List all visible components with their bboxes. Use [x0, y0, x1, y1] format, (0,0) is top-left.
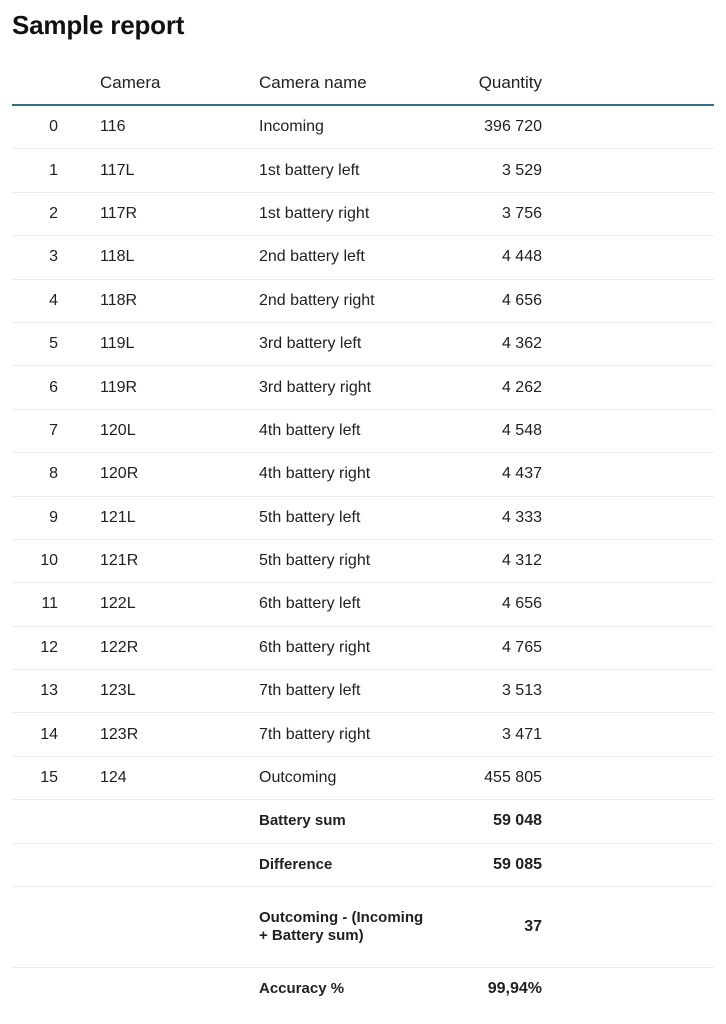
- row-spacer: [542, 105, 714, 149]
- row-camera-name: 3rd battery right: [259, 366, 429, 409]
- table-row: [12, 279, 714, 322]
- row-spacer: [542, 670, 714, 713]
- summary-value: 99,94%: [429, 968, 542, 1011]
- row-quantity: 4 656: [429, 583, 542, 626]
- summary-row-outcoming-minus: [12, 887, 714, 968]
- row-spacer: [542, 149, 714, 192]
- row-camera-name: 4th battery left: [259, 409, 429, 452]
- row-quantity: 4 437: [429, 453, 542, 496]
- row-quantity: 4 448: [429, 236, 542, 279]
- row-camera: 119R: [100, 366, 259, 409]
- table-row: [12, 322, 714, 365]
- row-camera: 117L: [100, 149, 259, 192]
- table-row: [12, 626, 714, 669]
- row-quantity: 3 471: [429, 713, 542, 756]
- row-quantity: 3 529: [429, 149, 542, 192]
- row-spacer: [542, 756, 714, 799]
- page-title: Sample report: [12, 10, 185, 40]
- table-row: [12, 149, 714, 192]
- row-camera: 121R: [100, 539, 259, 582]
- row-camera: 119L: [100, 322, 259, 365]
- row-spacer: [542, 453, 714, 496]
- row-spacer: [542, 626, 714, 669]
- row-spacer: [542, 322, 714, 365]
- row-camera: 122L: [100, 583, 259, 626]
- row-spacer: [542, 236, 714, 279]
- row-quantity: 4 312: [429, 539, 542, 582]
- row-index: 4: [12, 279, 100, 322]
- row-camera-name: 1st battery left: [259, 149, 429, 192]
- row-index: 9: [12, 496, 100, 539]
- row-camera-name: 6th battery left: [259, 583, 429, 626]
- row-index: 14: [12, 713, 100, 756]
- row-camera-name: 7th battery left: [259, 670, 429, 713]
- row-camera: 120L: [100, 409, 259, 452]
- row-quantity: 4 333: [429, 496, 542, 539]
- row-quantity: 4 765: [429, 626, 542, 669]
- row-index: 7: [12, 409, 100, 452]
- row-camera: 118R: [100, 279, 259, 322]
- row-spacer: [542, 539, 714, 582]
- row-spacer: [542, 713, 714, 756]
- row-index: 15: [12, 756, 100, 799]
- table-row: [12, 496, 714, 539]
- summary-row-battery-sum: [12, 800, 714, 843]
- summary-value: 37: [429, 887, 542, 968]
- row-quantity: 4 656: [429, 279, 542, 322]
- row-index: 5: [12, 322, 100, 365]
- row-index: 13: [12, 670, 100, 713]
- row-camera-name: Outcoming: [259, 756, 429, 799]
- table-row: [12, 105, 714, 149]
- row-spacer: [542, 496, 714, 539]
- row-camera: 124: [100, 756, 259, 799]
- row-camera: 118L: [100, 236, 259, 279]
- row-spacer: [542, 409, 714, 452]
- row-index: 1: [12, 149, 100, 192]
- row-index: 3: [12, 236, 100, 279]
- table-row: [12, 583, 714, 626]
- row-camera-name: 6th battery right: [259, 626, 429, 669]
- report-table: [12, 62, 714, 1010]
- summary-label: Battery sum: [259, 800, 429, 843]
- table-row: [12, 366, 714, 409]
- table-row: [12, 539, 714, 582]
- table-header-row: [12, 62, 714, 105]
- row-index: 10: [12, 539, 100, 582]
- row-quantity: 4 548: [429, 409, 542, 452]
- table-row: [12, 409, 714, 452]
- row-index: 0: [49, 118, 58, 136]
- row-camera-name: 3rd battery left: [259, 322, 429, 365]
- column-header-spacer: [542, 62, 714, 105]
- table-row: [12, 713, 714, 756]
- summary-row-accuracy: [12, 968, 714, 1011]
- row-index: 6: [12, 366, 100, 409]
- row-quantity: 3 756: [429, 192, 542, 235]
- row-camera: 121L: [100, 496, 259, 539]
- row-camera-name: 5th battery right: [259, 539, 429, 582]
- table-row: [12, 192, 714, 235]
- row-camera-name: Incoming: [259, 118, 324, 136]
- table-body: [12, 105, 714, 1010]
- row-quantity: 455 805: [429, 756, 542, 799]
- row-spacer: [542, 583, 714, 626]
- row-index: 8: [12, 453, 100, 496]
- row-camera-name: 7th battery right: [259, 713, 429, 756]
- row-spacer: [542, 366, 714, 409]
- row-index: 2: [12, 192, 100, 235]
- row-camera: 117R: [100, 192, 259, 235]
- row-spacer: [542, 192, 714, 235]
- column-header-camera-name: Camera name: [259, 62, 429, 105]
- row-camera: 122R: [100, 626, 259, 669]
- row-camera-name: 1st battery right: [259, 192, 429, 235]
- row-index: 12: [12, 626, 100, 669]
- summary-value: 59 048: [429, 800, 542, 843]
- table-row: [12, 670, 714, 713]
- row-camera-name: 4th battery right: [259, 453, 429, 496]
- summary-label: Outcoming - (Incoming + Battery sum): [259, 887, 429, 968]
- row-index: 11: [12, 583, 100, 626]
- row-spacer: [542, 279, 714, 322]
- row-camera: 116: [100, 118, 126, 136]
- summary-row-difference: [12, 843, 714, 886]
- table-row: [12, 236, 714, 279]
- row-camera: 120R: [100, 453, 259, 496]
- table-row: [12, 453, 714, 496]
- row-quantity: 4 362: [429, 322, 542, 365]
- row-quantity: 3 513: [429, 670, 542, 713]
- row-camera-name: 5th battery left: [259, 496, 429, 539]
- row-camera-name: 2nd battery left: [259, 236, 429, 279]
- summary-value: 59 085: [429, 843, 542, 886]
- column-header-index: [12, 62, 100, 105]
- row-quantity: 4 262: [429, 366, 542, 409]
- row-quantity: 396 720: [484, 118, 542, 136]
- column-header-camera: Camera: [100, 62, 259, 105]
- summary-label: Difference: [259, 843, 429, 886]
- column-header-quantity: Quantity: [429, 62, 542, 105]
- row-camera: 123R: [100, 713, 259, 756]
- row-camera: 123L: [100, 670, 259, 713]
- row-camera-name: 2nd battery right: [259, 279, 429, 322]
- table-row: [12, 756, 714, 799]
- summary-label: Accuracy %: [259, 968, 429, 1011]
